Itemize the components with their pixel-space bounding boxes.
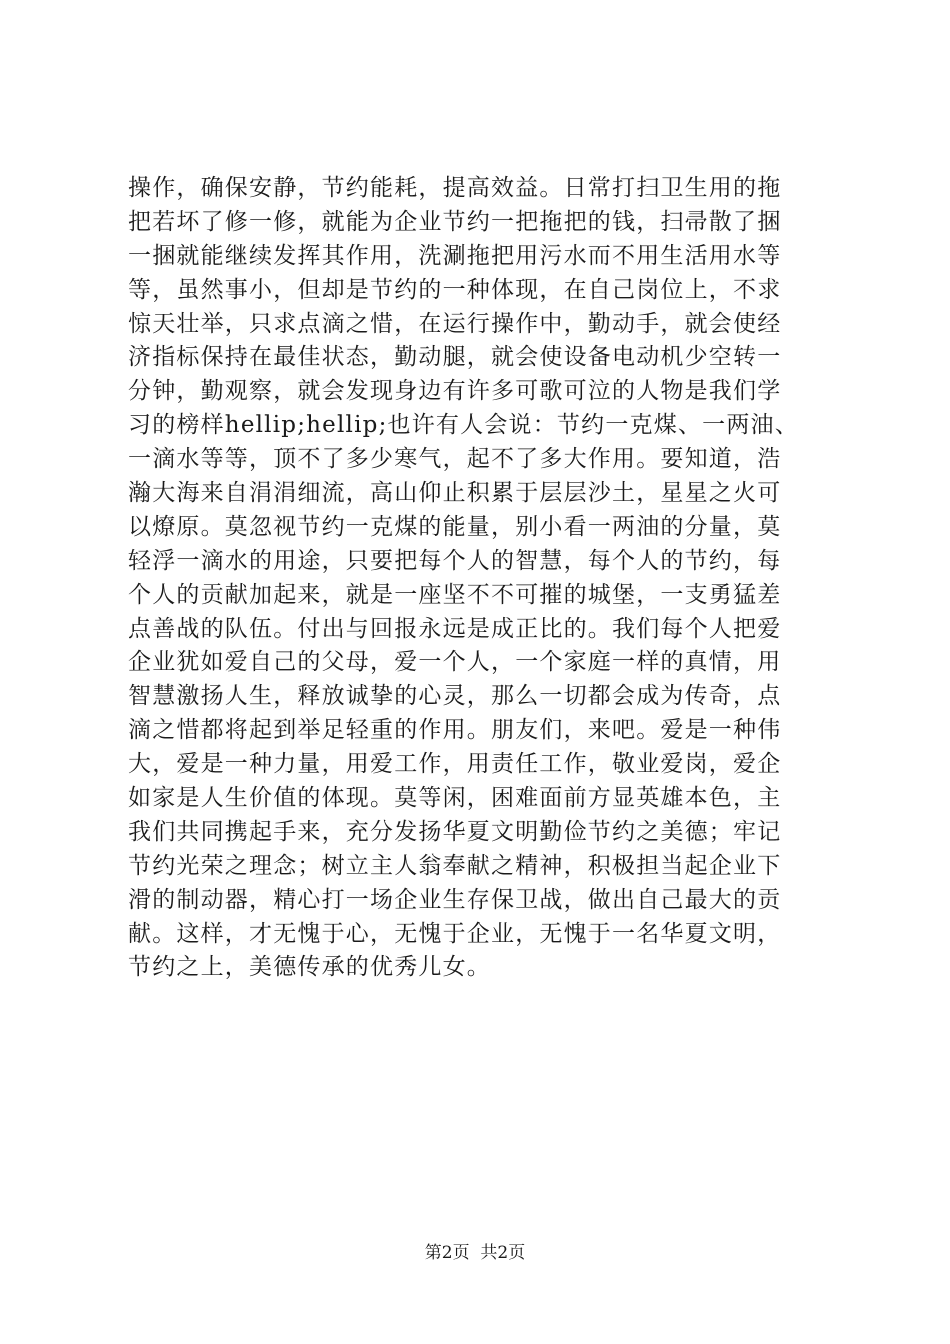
text-line: 轻浮一滴水的用途，只要把每个人的智慧，每个人的节约，每 — [128, 547, 782, 574]
text-line: 操作，确保安静，节约能耗，提高效益。日常打扫卫生用的拖 — [128, 175, 782, 201]
text-line: 滑的制动器，精心打一场企业生存保卫战，做出自己最大的贡 — [128, 886, 782, 913]
text-line: 节约之上，美德传承的优秀儿女。 — [128, 954, 491, 981]
text-line: 济指标保持在最佳状态，勤动腿，就会使设备电动机少空转一 — [128, 344, 782, 371]
text-line: 习的榜样hellip;hellip;也许有人会说：节约一克煤、一两油、 — [128, 412, 799, 439]
text-line: 智慧激扬人生，释放诚挚的心灵，那么一切都会成为传奇，点 — [128, 683, 782, 710]
text-line: 惊天壮举，只求点滴之惜，在运行操作中，勤动手，就会使经 — [128, 310, 782, 337]
text-line: 如家是人生价值的体现。莫等闲，困难面前方显英雄本色，主 — [128, 785, 782, 812]
text-line: 我们共同携起手来，充分发扬华夏文明勤俭节约之美德；牢记 — [128, 818, 782, 845]
text-line: 瀚大海来自涓涓细流，高山仰止积累于层层沙土，星星之火可 — [128, 480, 782, 507]
text-line: 分钟，勤观察，就会发现身边有许多可歌可泣的人物是我们学 — [128, 378, 782, 405]
text-line: 献。这样，才无愧于心，无愧于企业，无愧于一名华夏文明， — [128, 920, 782, 947]
text-line: 大，爱是一种力量，用爱工作，用责任工作，敬业爱岗，爱企 — [128, 751, 782, 778]
text-line: 滴之惜都将起到举足轻重的作用。朋友们，来吧。爱是一种伟 — [128, 717, 782, 744]
text-line: 一捆就能继续发挥其作用，洗涮拖把用污水而不用生活用水等 — [128, 242, 782, 269]
text-line: 个人的贡献加起来，就是一座坚不不可摧的城堡，一支勇猛差 — [128, 581, 782, 608]
document-body — [128, 172, 828, 985]
text-line: 点善战的队伍。付出与回报永远是成正比的。我们每个人把爱 — [128, 615, 782, 642]
text-line: 把若坏了修一修，就能为企业节约一把拖把的钱，扫帚散了捆 — [128, 208, 782, 235]
text-line: 一滴水等等，顶不了多少寒气，起不了多大作用。要知道，浩 — [128, 446, 782, 473]
text-line: 企业犹如爱自己的父母，爱一个人，一个家庭一样的真情，用 — [128, 649, 782, 676]
text-line: 以燎原。莫忽视节约一克煤的能量，别小看一两油的分量，莫 — [128, 513, 782, 540]
text-line: 等，虽然事小，但却是节约的一种体现，在自己岗位上，不求 — [128, 276, 782, 303]
page-number-footer: 第2页 共2页 — [424, 1243, 526, 1263]
text-line: 节约光荣之理念；树立主人翁奉献之精神，积极担当起企业下 — [128, 852, 782, 879]
